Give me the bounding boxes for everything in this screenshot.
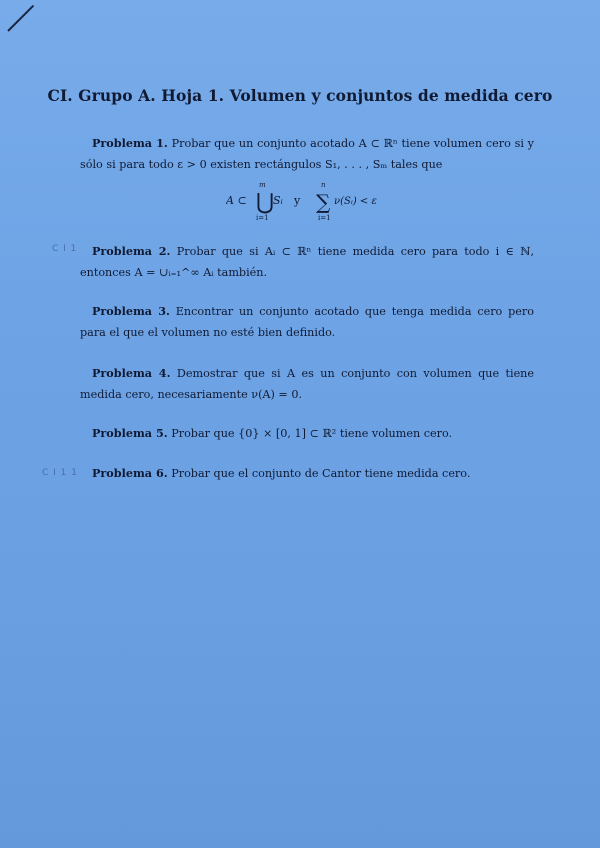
problem-4-heading: Problema 4.	[92, 366, 171, 380]
problem-3-heading: Problema 3.	[92, 304, 170, 318]
sum-body: ν(Sᵢ) < ε	[334, 196, 377, 207]
problem-2-text: Probar que si Aᵢ ⊂ ℝⁿ tiene medida cero para todo i ∈ ℕ, entonces A = ∪ᵢ₌₁^∞ Aᵢ también.	[80, 245, 534, 279]
problem-6-heading: Problema 6.	[92, 466, 168, 480]
problem-6-text: Probar que el conjunto de Cantor tiene medida cero.	[171, 467, 471, 480]
problem-3	[80, 301, 534, 343]
pen-stroke-mark	[7, 5, 34, 32]
problem-1	[80, 133, 534, 175]
problem-5-text: Probar que {0} × [0, 1] ⊂ ℝ² tiene volumen cero.	[171, 427, 453, 440]
problem-4-text: Demostrar que si A es un conjunto con volumen que tiene medida cero, necesariamente ν(A) = 0.	[80, 367, 535, 401]
problem-6	[80, 463, 534, 484]
problem-3-text: Encontrar un conjunto acotado que tenga medida cero pero para el que el volumen no esté bien definido.	[80, 305, 534, 339]
formula-svg	[226, 178, 386, 226]
union-lower-limit: i=1	[256, 214, 269, 222]
union-symbol: ⋃	[256, 190, 275, 215]
margin-note-problem-6: C I 1 1	[42, 468, 78, 478]
problem-4	[80, 363, 534, 405]
problem-1-text: Probar que un conjunto acotado A ⊂ ℝⁿ tiene volumen cero si y sólo si para todo ε > 0 existen rectángulos S₁, . . . , Sₘ tales que	[80, 137, 534, 171]
volume-zero-formula	[0, 178, 600, 224]
problem-5-heading: Problema 5.	[92, 426, 168, 440]
sum-upper-limit: n	[321, 181, 326, 189]
sum-symbol: ∑	[316, 190, 331, 214]
problem-1-heading: Problema 1.	[92, 136, 168, 150]
sum-lower-limit: i=1	[318, 214, 331, 222]
margin-note-problem-2: C I 1	[52, 244, 78, 254]
formula-lhs: A ⊂	[226, 194, 247, 207]
formula-connector: y	[294, 194, 301, 207]
union-set: Sᵢ	[273, 194, 283, 207]
problem-5	[80, 423, 534, 444]
problem-2	[80, 241, 534, 283]
page-title: CI. Grupo A. Hoja 1. Volumen y conjuntos de medida cero	[47, 86, 553, 105]
union-upper-limit: m	[259, 181, 266, 189]
problem-2-heading: Problema 2.	[92, 244, 171, 258]
